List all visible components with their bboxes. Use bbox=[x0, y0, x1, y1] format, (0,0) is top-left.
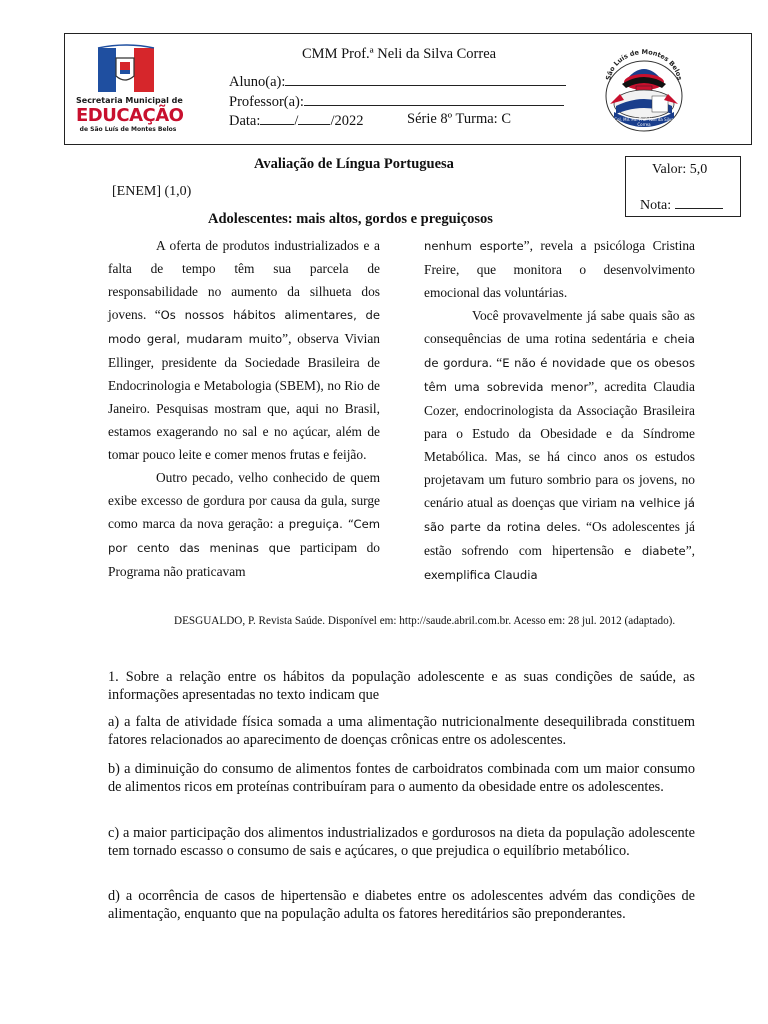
school-name: CMM Prof.ª Neli da Silva Correa bbox=[302, 46, 497, 62]
quote-run: e diabete bbox=[624, 544, 686, 558]
text-run: Outro pecado, velho conhecido de quem exibe excesso de gordura por causa da gula, surge como marca da nova geração: a bbox=[108, 470, 380, 531]
date-month-field[interactable] bbox=[298, 111, 330, 125]
date-label: Data: bbox=[229, 113, 261, 129]
badge-inner-text: Col. Mil. Mt. Prof. Neli da Silva Correa bbox=[614, 117, 674, 127]
aluno-field[interactable] bbox=[285, 72, 566, 86]
flag-icon bbox=[76, 44, 180, 96]
text-run: Você provavelmente já sabe quais são as consequências de uma rotina sedentária e bbox=[424, 308, 695, 346]
quote-run: E não é novidade que os obesos têm uma sobrevida menor bbox=[424, 356, 695, 394]
article-paragraph bbox=[424, 304, 695, 587]
quote-run: cheia de gordura bbox=[424, 332, 695, 370]
text-run: A oferta de produtos industrializados e a falta de tempo têm sua parcela de responsabilidade no aumento da silhueta dos jovens. “ bbox=[108, 238, 380, 322]
option-c[interactable]: c) a maior participação dos alimentos industrializados e gordurosos na dieta da população adolescente tem tornado escasso o consumo de sais e açúcares, o que prejudica o equilíbrio metabólico. bbox=[108, 825, 695, 859]
date-separator: / bbox=[294, 113, 299, 129]
exam-title: Avaliação de Língua Portuguesa bbox=[254, 156, 454, 172]
serie-turma: Série 8º Turma: C bbox=[407, 111, 511, 127]
quote-run: exemplifica Claudia bbox=[424, 568, 538, 582]
article-paragraph bbox=[108, 234, 380, 466]
professor-label: Professor(a): bbox=[229, 94, 304, 110]
text-run: . “ bbox=[488, 355, 503, 370]
education-secretariat-logo bbox=[76, 44, 184, 136]
text-run: . “Os adolescentes já estão sofrendo com hipertensão bbox=[424, 519, 695, 558]
quote-run: na velhice já são parte da rotina deles bbox=[424, 496, 695, 534]
option-b[interactable]: b) a diminuição do consumo de alimentos fontes de carboidratos combinada com um maior consumo de alimentos ricos em proteínas contribuíram para o aumento da obesidade entre os adolescentes. bbox=[108, 761, 695, 795]
quote-run: Os nossos hábitos alimentares, de modo geral, mudaram muito bbox=[108, 308, 380, 346]
professor-field[interactable] bbox=[304, 92, 564, 106]
text-run: participam do Programa não praticavam bbox=[108, 540, 380, 579]
option-a[interactable]: a) a falta de atividade física somada a uma alimentação nutricionalmente desequilibrada constituem fatores relacionados ao aparecimento de doenças crônicas entre os adolescentes. bbox=[108, 714, 695, 748]
nota-field[interactable] bbox=[675, 196, 723, 209]
logo-line-3: de São Luís de Montes Belos bbox=[79, 126, 177, 133]
exam-tag: [ENEM] (1,0) bbox=[112, 184, 192, 199]
source-credit: DESGUALDO, P. Revista Saúde. Disponível em: http://saude.abril.com.br. Acesso em: 28 jul. 2012 (adaptado). bbox=[174, 615, 676, 627]
professor-line bbox=[229, 92, 564, 111]
aluno-label: Aluno(a): bbox=[229, 74, 286, 90]
date-day-field[interactable] bbox=[260, 111, 294, 125]
score-box bbox=[625, 156, 741, 217]
logo-line-1: Secretaria Municipal de bbox=[76, 96, 183, 105]
text-run: ”, revela a psicóloga Cristina Freire, que monitora o desenvolvimento emocional das voluntárias. bbox=[424, 238, 695, 300]
badge-arc-text: São Luís de Montes Belos bbox=[604, 47, 684, 81]
nota-line bbox=[640, 196, 723, 214]
quote-run: nenhum esporte bbox=[424, 239, 524, 253]
option-d[interactable]: d) a ocorrência de casos de hipertensão e diabetes entre os adolescentes advém das condições de alimentação, enquanto que na população adulta os fatores hereditários são preponderantes. bbox=[108, 888, 695, 922]
date-line bbox=[229, 111, 363, 130]
quote-run: preguiça. “Cem por cento das meninas que bbox=[108, 517, 381, 555]
article-right-column bbox=[424, 234, 695, 587]
article-title: Adolescentes: mais altos, gordos e preguiçosos bbox=[208, 211, 493, 227]
nota-label: Nota: bbox=[640, 198, 672, 213]
logo-line-2: EDUCAÇÃO bbox=[76, 105, 184, 126]
text-run: ”, acredita Claudia Cozer, endocrinologista da Associação Brasileira para o Estudo da Obesidade e da Síndrome Metabólica. Mas, se há cinco anos os estudos projetavam um futuro sombrio para os jovens, no cenário atual as doenças que viriam bbox=[424, 379, 695, 510]
question-stem: 1. Sobre a relação entre os hábitos da população adolescente e as suas condições de saúde, as informações apresentadas no texto indicam que bbox=[108, 669, 695, 703]
valor-text: Valor: 5,0 bbox=[652, 162, 708, 177]
article-paragraph bbox=[424, 234, 695, 304]
article-left-column bbox=[108, 234, 380, 583]
school-badge-logo bbox=[596, 44, 692, 136]
aluno-line bbox=[229, 72, 566, 91]
text-run: ”, observa Vivian Ellinger, presidente da Sociedade Brasileira de Endocrinologia e Metabologia (SBEM), no Rio de Janeiro. Pesquisas mostram que, aqui no Brasil, estamos exagerando no sal e no açúcar, além de tomar pouco leite e comer menos frutas e feijão. bbox=[108, 331, 380, 462]
date-year: /2022 bbox=[330, 113, 364, 129]
article-paragraph bbox=[108, 466, 380, 583]
text-run: ”, bbox=[685, 543, 695, 558]
